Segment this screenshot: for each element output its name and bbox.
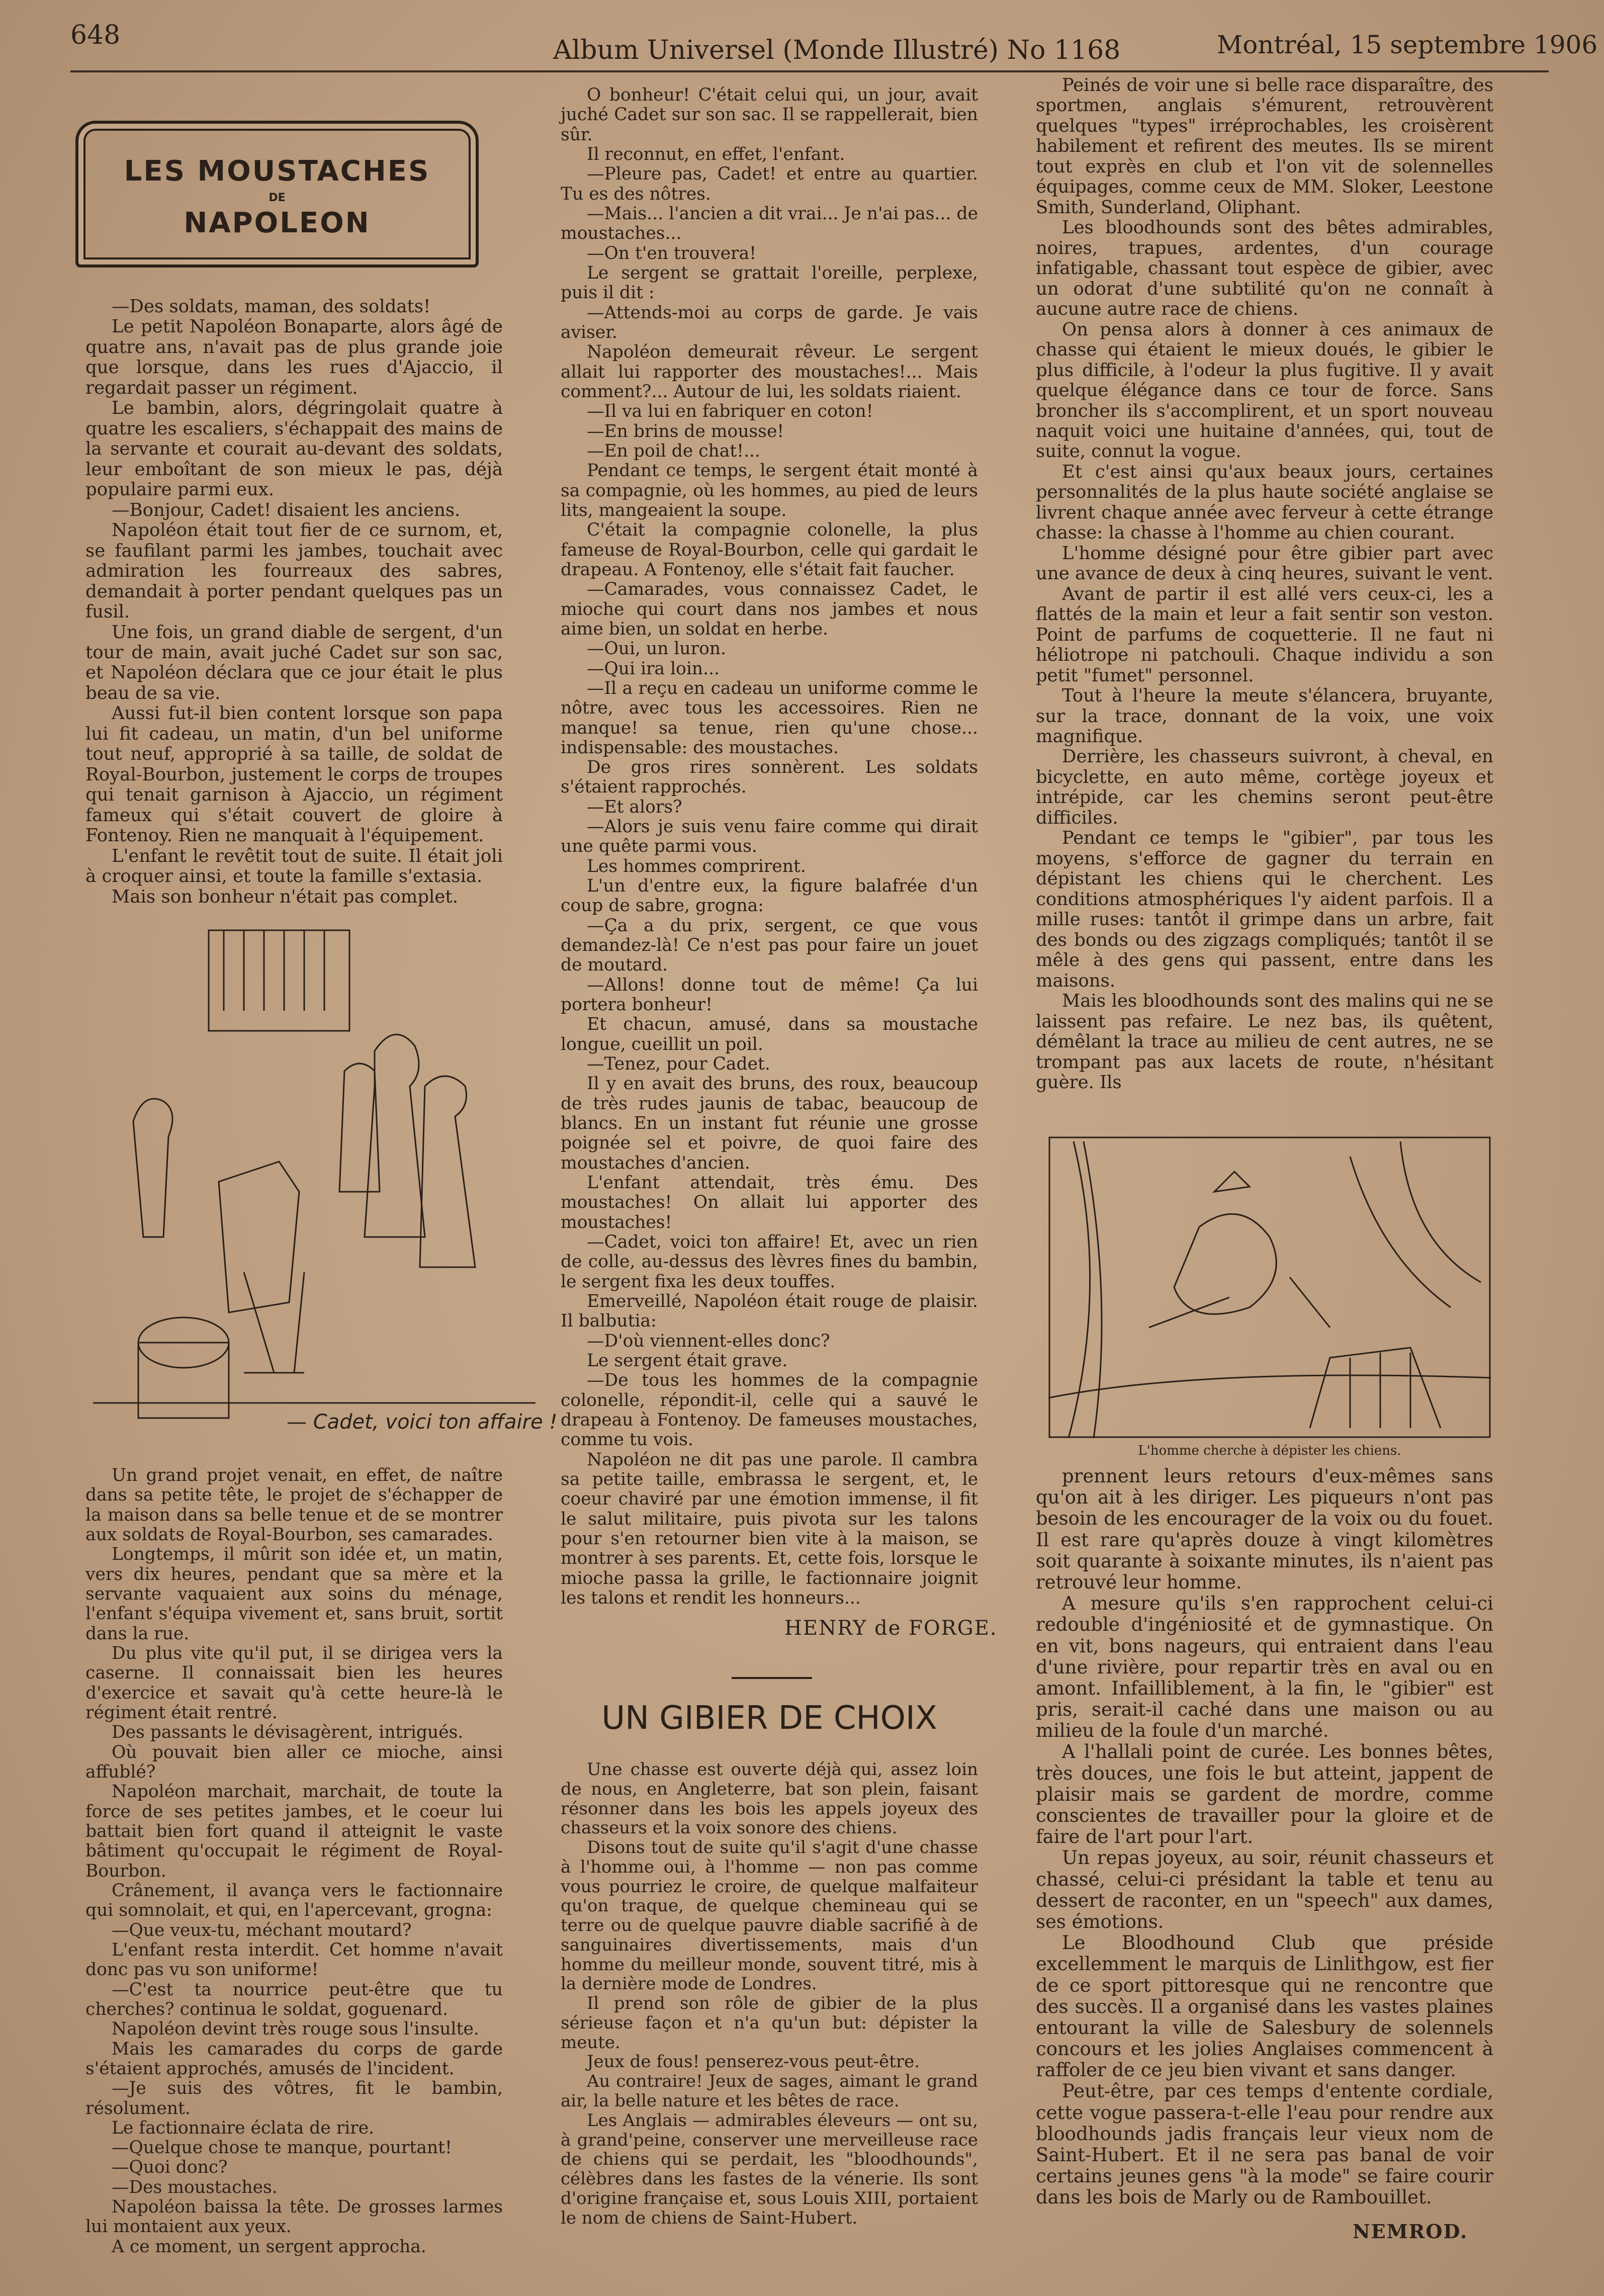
article-title-de: DE: [269, 192, 286, 204]
paragraph: Il prend son rôle de gibier de la plus sérieuse façon et n'a qu'un but: dépister la meute.: [561, 1993, 978, 2053]
paragraph: Napoléon marchait, marchait, de toute la force de ses petites jambes, et le coeur lui battait bien fort quand il atteignit le vaste bâtiment qu'occupait le régiment de Royal-Bourbon.: [85, 1782, 503, 1881]
paragraph: Le factionnaire éclata de rire.: [112, 2117, 375, 2138]
paragraph: Un grand projet venait, en effet, de naître dans sa petite tête, le projet de s'échapper de la maison dans sa belle tenue et de se montrer aux soldats de Royal-Bourbon, ses camarades.: [85, 1465, 503, 1545]
paragraph: —C'est ta nourrice peut-être que tu cherches? continua le soldat, goguenard.: [85, 1979, 503, 2019]
paragraph: —Mais... l'ancien a dit vrai... Je n'ai pas... de moustaches...: [561, 203, 978, 244]
paragraph: —Cadet, voici ton affaire! Et, avec un rien de colle, au-dessus des lèvres fines du bambin, le sergent fixa les deux touffes.: [561, 1232, 978, 1292]
paragraph: Le petit Napoléon Bonaparte, alors âgé de quatre ans, n'avait pas de plus grande joie que lorsque, dans les rues d'Ajaccio, il regardait passer un régiment.: [85, 316, 503, 398]
paragraph: C'était la compagnie colonelle, la plus fameuse de Royal-Bourbon, celle qui gardait le drapeau. A Fontenoy, elle s'était fait faucher.: [561, 520, 978, 580]
paragraph: Pendant ce temps, le sergent était monté à sa compagnie, où les hommes, au pied de leurs lits, mangeaient la soupe.: [561, 461, 978, 520]
paragraph: L'enfant resta interdit. Cet homme n'avait donc pas vu son uniforme!: [85, 1939, 503, 1980]
paragraph: De gros rires sonnèrent. Les soldats s'étaient rapprochés.: [561, 757, 978, 798]
paragraph: Jeux de fous! penserez-vous peut-être.: [587, 2052, 920, 2072]
paragraph: —On t'en trouvera!: [587, 243, 757, 263]
paragraph: Le sergent se grattait l'oreille, perplexe, puis il dit :: [561, 262, 978, 303]
paragraph: Peut-être, par ces temps d'entente cordiale, cette vogue passera-t-elle l'eau pour rendre aux bloodhounds jadis français leur vieux nom de Saint-Hubert. Et il ne sera pas banal de voir certains jeunes gens "à la mode" se faire courir dans les bois de Marly ou de Rambouillet.: [1036, 2080, 1493, 2209]
paragraph: —Bonjour, Cadet! disaient les anciens.: [112, 499, 461, 520]
paragraph: L'un d'entre eux, la figure balafrée d'un coup de sabre, grogna:: [561, 876, 978, 916]
paragraph: Napoléon baissa la tête. De grosses larmes lui montaient aux yeux.: [85, 2197, 503, 2237]
paragraph: —Et alors?: [587, 797, 682, 817]
paragraph: Le sergent était grave.: [587, 1351, 788, 1371]
paragraph: Les bloodhounds sont des bêtes admirables, noires, trapues, ardentes, d'un courage infatigable, chassant tout espèce de gibier, avec un odorat d'une subtilité qu'on ne connaît à aucune autre race de chiens.: [1036, 217, 1493, 320]
paragraph: Et chacun, amusé, dans sa moustache longue, cueillit un poil.: [561, 1014, 978, 1054]
column-2: [561, 85, 978, 1608]
paragraph: Pendant ce temps le "gibier", par tous les moyens, s'efforce de gagner du terrain en dépistant les chiens qui le cherchent. Les conditions atmosphériques l'y aident parfois. Il a mille ruses: tantôt il grimpe dans un arbre, fait des bonds ou des zigzags compliqués; tantôt il se mêle à des gens qui passent, entre dans les maisons.: [1036, 828, 1493, 991]
paragraph: Avant de partir il est allé vers ceux-ci, les a flattés de la main et leur a fait sentir son veston. Point de parfums de coquetterie. Il ne faut ni héliotrope ni patchouli. Chaque individu a son petit "fumet" personnel.: [1036, 583, 1493, 686]
paragraph: —Tenez, pour Cadet.: [587, 1054, 770, 1075]
paragraph: Au contraire! Jeux de sages, aimant le grand air, la belle nature et les bêtes de race.: [561, 2071, 978, 2111]
paragraph: Le Bloodhound Club que préside excellemment le marquis de Linlithgow, est fier de ce sport pittoresque qui ne rencontre que des succès. Il a organisé dans les vastes plaines entourant la ville de Salesbury de solennels concours et les jolies Anglaises commencent à raffoler de ce jeu bien vivant et sans danger.: [1036, 1932, 1493, 2081]
page-number: 648: [70, 20, 121, 50]
paragraph: Emerveillé, Napoléon était rouge de plaisir. Il balbutia:: [561, 1291, 978, 1332]
paragraph: —En poil de chat!...: [587, 440, 760, 461]
illustration-caption-2: L'homme cherche à dépister les chiens.: [1138, 1443, 1401, 1458]
paragraph: —Des moustaches.: [112, 2177, 278, 2197]
paragraph: A mesure qu'ils s'en rapprochent celui-ci redouble d'ingéniosité et de gymnastique. On en vit, bons nageurs, qui entraient dans l'eau d'une rivière, pour repartir très en aval ou en amont. Infailliblement, à la fin, le "gibier" est pris, serait-il caché dans une maison ou au milieu de la foule d'un marché.: [1036, 1593, 1493, 1742]
paragraph: —Des soldats, maman, des soldats!: [112, 296, 431, 317]
paragraph: —Qui ira loin...: [587, 658, 720, 679]
paragraph: A l'hallali point de curée. Les bonnes bêtes, très douces, une fois le but atteint, jappent de plaisir mais se gardent de mordre, comme conscientes de travailler pour la gloire et de faire de l'art pour l'art.: [1036, 1741, 1493, 1848]
paragraph: Longtemps, il mûrit son idée et, un matin, vers dix heures, pendant que sa mère et la servante vaquaient aux soins du ménage, l'enfant s'équipa vivement et, sans bruit, sortit dans la rue.: [85, 1544, 503, 1644]
issue-date: Montréal, 15 septembre 1906: [1217, 30, 1598, 59]
paragraph: On pensa alors à donner à ces animaux de chasse qui étaient le mieux doués, le gibier le plus difficile, à l'odeur la plus fugitive. Il y avait quelque élégance dans ce tour de force. Sans broncher ils s'accomplirent, et un sport nouveau naquit voici une huitaine d'années, qui, tout de suite, connut la vogue.: [1036, 319, 1493, 462]
soldiers-illustration: [93, 920, 536, 1438]
column-1-upper: [85, 297, 503, 907]
header-rule: [70, 70, 1549, 72]
article-divider: [732, 1677, 812, 1679]
paragraph: Il reconnut, en effet, l'enfant.: [587, 144, 845, 164]
paragraph: —Oui, un luron.: [587, 639, 727, 659]
paragraph: Et c'est ainsi qu'aux beaux jours, certaines personnalités de la plus haute société anglaise se livrent chaque année avec ferveur à cette étrange chasse: la chasse à l'homme au chien courant.: [1036, 461, 1493, 544]
paragraph: —Alors je suis venu faire comme qui dirait une quête parmi vous.: [561, 817, 978, 857]
paragraph: Tout à l'heure la meute s'élancera, bruyante, sur la trace, donnant de la voix, une voix magnifique.: [1036, 685, 1493, 747]
hunt-illustration: [1048, 1136, 1491, 1438]
paragraph: Napoléon devint très rouge sous l'insulte.: [112, 2019, 479, 2040]
column-3-upper: [1036, 75, 1493, 1093]
paragraph: —Ça a du prix, sergent, ce que vous demandez-là! Ce n'est pas pour faire un jouet de moutard.: [561, 915, 978, 976]
paragraph: Les hommes comprirent.: [587, 856, 806, 876]
paragraph: Derrière, les chasseurs suivront, à cheval, en bicyclette, en auto même, cortège joyeux et intrépide, car les chemins seront peut-être difficiles.: [1036, 746, 1493, 828]
paragraph: —Il a reçu en cadeau un uniforme comme le nôtre, avec tous les accessoires. Rien ne manque! sa tenue, rien qu'une chose... indispensable: des moustaches.: [561, 678, 978, 758]
paragraph: Le bambin, alors, dégringolait quatre à quatre les escaliers, s'échappait des mains de la servante et courait au-devant des soldats, leur emboîtant de son mieux le pas, déjà populaire parmi eux.: [85, 398, 503, 500]
paragraph: —En brins de mousse!: [587, 421, 784, 441]
paragraph: prennent leurs retours d'eux-mêmes sans qu'on ait à les diriger. Les piqueurs n'ont pas besoin de les encourager de la voix ou du fouet. Il est rare qu'après douze à vingt kilomètres soit quarante à soixante minutes, ils n'aient pas retrouvé leur homme.: [1036, 1465, 1493, 1593]
paragraph: Mais les camarades du corps de garde s'étaient approchés, amusés de l'incident.: [85, 2039, 503, 2079]
author-signature-1: HENRY de FORGE.: [784, 1617, 998, 1640]
paragraph: Napoléon demeurait rêveur. Le sergent allait lui rapporter des moustaches!... Mais comment?... Autour de lui, les soldats riaient.: [561, 342, 978, 402]
paragraph: L'enfant le revêtit tout de suite. Il était joli à croquer ainsi, et toute la famille s'extasia.: [85, 845, 503, 887]
paragraph: O bonheur! C'était celui qui, un jour, avait juché Cadet sur son sac. Il se rappellerait, bien sûr.: [561, 85, 978, 145]
paragraph: Mais son bonheur n'était pas complet.: [112, 886, 458, 907]
paragraph: L'homme désigné pour être gibier part avec une avance de deux à cinq heures, suivant le vent.: [1036, 543, 1493, 584]
article-2-title: UN GIBIER DE CHOIX: [601, 1700, 937, 1737]
paragraph: —Je suis des vôtres, fit le bambin, résolument.: [85, 2078, 503, 2118]
paragraph: Une fois, un grand diable de sergent, d'un tour de main, avait juché Cadet sur son sac, et Napoléon déclara que ce jour était le plus beau de sa vie.: [85, 622, 503, 703]
paragraph: —Quoi donc?: [112, 2157, 228, 2178]
column-2-lower: [561, 1760, 978, 2228]
paragraph: Crânement, il avança vers le factionnaire qui somnolait, et qui, en l'apercevant, grogna:: [85, 1880, 503, 1921]
paragraph: Aussi fut-il bien content lorsque son papa lui fit cadeau, un matin, d'un bel uniforme tout neuf, approprié à sa taille, de soldat de Royal-Bourbon, justement le corps de troupes qui tenait garnison à Ajaccio, un régiment fameux qui s'était couvert de gloire à Fontenoy. Rien ne manquait à l'équipement.: [85, 703, 503, 846]
paragraph: Des passants le dévisagèrent, intrigués.: [112, 1722, 464, 1743]
paragraph: —Pleure pas, Cadet! et entre au quartier. Tu es des nôtres.: [561, 164, 978, 204]
column-1-lower: [85, 1466, 503, 2257]
paragraph: —Il va lui en fabriquer en coton!: [587, 401, 873, 422]
illustration-caption-1: — Cadet, voici ton affaire !: [287, 1410, 558, 1434]
paragraph: Les Anglais — admirables éleveurs — ont su, à grand'peine, conserver une merveilleuse race de chiens qui se perdait, les "bloodhounds", célèbres dans les fastes de la vénerie. Ils sont d'origine française et, sous Louis XIII, portaient le nom de chiens de Saint-Hubert.: [561, 2110, 978, 2228]
paragraph: A ce moment, un sergent approcha.: [112, 2236, 426, 2257]
paragraph: Mais les bloodhounds sont des malins qui ne se laissent pas refaire. Le nez bas, ils quêtent, démêlant la trace au milieu de cent autres, ne se trompant pas aux lacets de route, n'hésitant guère. Ils: [1036, 991, 1493, 1093]
article-title-box: [75, 121, 479, 268]
paragraph: —Camarades, vous connaissez Cadet, le mioche qui court dans nos jambes et nous aime bien, un soldat en herbe.: [561, 579, 978, 639]
paragraph: Disons tout de suite qu'il s'agit d'une chasse à l'homme oui, à l'homme — non pas comme vous pourriez le croire, de quelque malfaiteur qu'on traque, de quelque chemineau qui se terre ou de quelque pauvre diable sacrifié à de sanguinaires divertissements, mais d'un homme du meilleur monde, souvent titré, mis à la dernière mode de Londres.: [561, 1837, 978, 1994]
paragraph: Napoléon était tout fier de ce surnom, et, se faufilant parmi les jambes, touchait avec admiration les fourreaux des sabres, demandait à porter pendant quelques pas un fusil.: [85, 520, 503, 623]
paragraph: L'enfant attendait, très ému. Des moustaches! On allait lui apporter des moustaches!: [561, 1173, 978, 1232]
paragraph: Napoléon ne dit pas une parole. Il cambra sa petite taille, embrassa le sergent, et, le coeur chaviré par une émotion immense, il fit le salut militaire, puis pivota sur les talons pour s'en retourner bien vite à la maison, se montrer à ses parents. Et, cette fois, lorsque le mioche passa la grille, le factionnaire joignit les talons et rendit les honneurs...: [561, 1449, 978, 1608]
paragraph: —Attends-moi au corps de garde. Je vais aviser.: [561, 302, 978, 342]
paragraph: —Allons! donne tout de même! Ça lui portera bonheur!: [561, 975, 978, 1015]
paragraph: Du plus vite qu'il put, il se dirigea vers la caserne. Il connaissait bien les heures d'exercice et savait qu'à cette heure-là le régiment était rentré.: [85, 1643, 503, 1723]
paragraph: Peinés de voir une si belle race disparaître, des sportmen, anglais s'émurent, retrouvèrent quelques "types" irréprochables, les croisèrent habilement et refirent des meutes. Ils se mirent tout exprès en club et l'on vit de solennelles équipages, comme ceux de MM. Sloker, Leestone Smith, Sunderland, Oliphant.: [1036, 75, 1493, 218]
publication-title: Album Universel (Monde Illustré) No 1168: [553, 35, 1121, 65]
paragraph: Où pouvait bien aller ce mioche, ainsi affublé?: [85, 1742, 503, 1782]
paragraph: Il y en avait des bruns, des roux, beaucoup de très rudes jaunis de tabac, beaucoup de blancs. En un instant fut réunie une grosse poignée sel et poivre, de quoi faire des moustaches d'ancien.: [561, 1074, 978, 1173]
paragraph: Une chasse est ouverte déjà qui, assez loin de nous, en Angleterre, bat son plein, faisant résonner dans les bois les appels joyeux des chasseurs et la voix sonore des chiens.: [561, 1759, 978, 1838]
paragraph: Un repas joyeux, au soir, réunit chasseurs et chassé, celui-ci présidant la table et tenu au dessert de raconter, en un "speech" aux dames, ses émotions.: [1036, 1847, 1493, 1932]
paragraph: —Que veux-tu, méchant moutard?: [112, 1920, 412, 1940]
author-signature-2: NEMROD.: [1353, 2220, 1468, 2243]
article-title-line2: NAPOLEON: [184, 207, 371, 239]
article-title-line1: LES MOUSTACHES: [124, 155, 430, 188]
paragraph: —Quelque chose te manque, pourtant!: [112, 2138, 452, 2158]
paragraph: —De tous les hommes de la compagnie colonelle, répondit-il, celle qui a sauvé le drapeau à Fontenoy. De fameuses moustaches, comme tu vois.: [561, 1370, 978, 1450]
paragraph: —D'où viennent-elles donc?: [587, 1331, 830, 1351]
column-3-lower: [1036, 1466, 1493, 2209]
